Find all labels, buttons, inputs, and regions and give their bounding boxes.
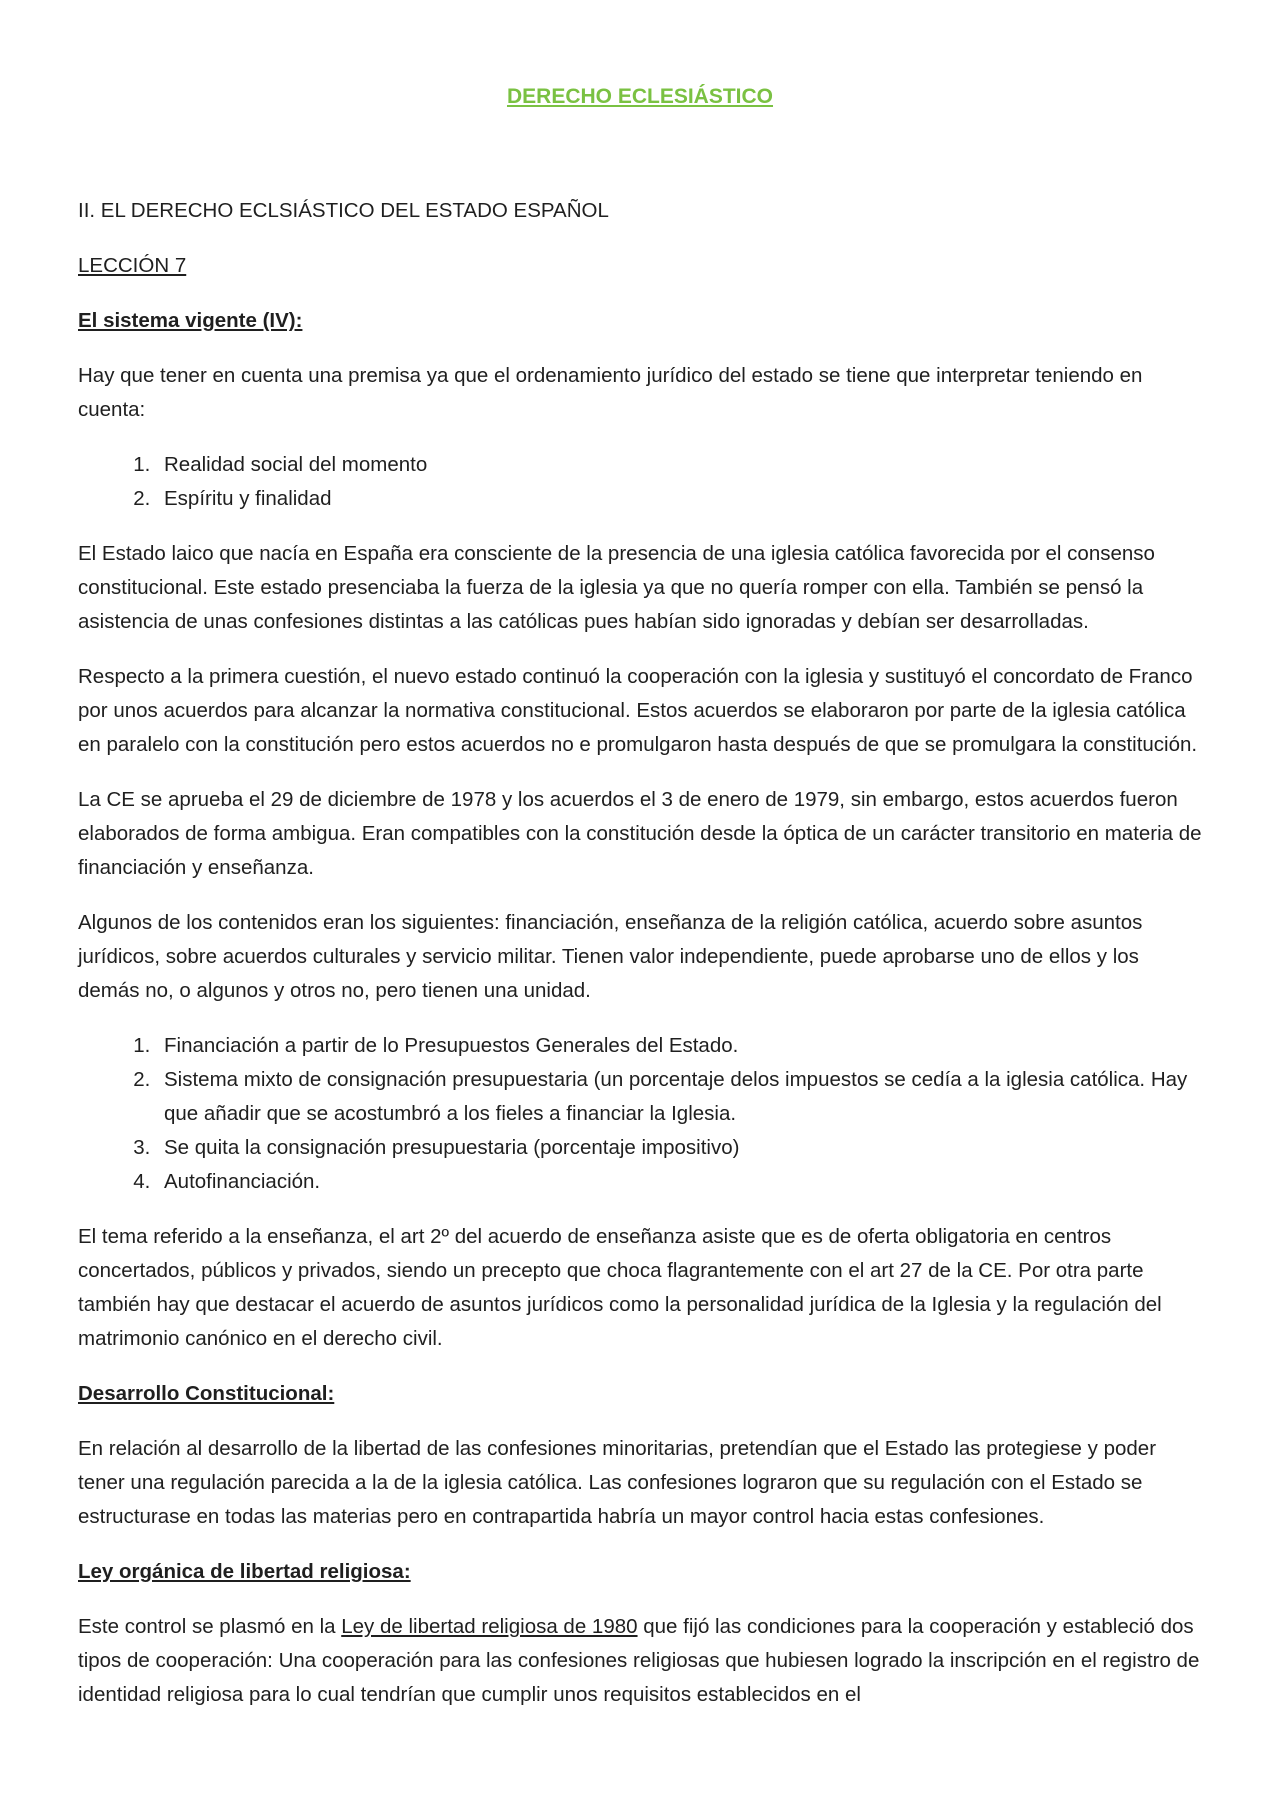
- list-item: 3. Se quita la consignación presupuestaria (porcentaje impositivo): [156, 1131, 1202, 1165]
- section-heading: II. EL DERECHO ECLSIÁSTICO DEL ESTADO ESPAÑOL: [78, 199, 609, 222]
- list-item: 4. Autofinanciación.: [156, 1165, 1202, 1199]
- lesson-heading: LECCIÓN 7: [78, 254, 187, 277]
- paragraph-8-text-before: Este control se plasmó en la: [78, 1615, 342, 1638]
- document-title: DERECHO ECLESIÁSTICO: [506, 85, 774, 108]
- paragraph-4: La CE se aprueba el 29 de diciembre de 1978 y los acuerdos el 3 de enero de 1979, sin embargo, estos acuerdos fueron elaborados de forma ambigua. Eran compatibles con la constitución desde la óptica de un carácter transitorio en materia de financiación y enseñanza.: [78, 788, 1202, 879]
- list-item: 1. Realidad social del momento: [156, 448, 1202, 482]
- paragraph-1: Hay que tener en cuenta una premisa ya que el ordenamiento jurídico del estado se tiene que interpretar teniendo en cuenta:: [78, 364, 1143, 421]
- paragraph-8: [78, 1610, 1202, 1712]
- paragraph-7: En relación al desarrollo de la libertad de las confesiones minoritarias, pretendían que el Estado las protegiese y poder tener una regulación parecida a la de la iglesia católica. Las confesiones lograron que su regulación con el Estado se estructurase en todas las materias pero en contrapartida habría un mayor control hacia estas confesiones.: [78, 1437, 1157, 1528]
- paragraph-2: El Estado laico que nacía en España era consciente de la presencia de una iglesia católica favorecida por el consenso constitucional. Este estado presenciaba la fuerza de la iglesia ya que no quería romper con ella. También se pensó la asistencia de unas confesiones distintas a las católicas pues habían sido ignoradas y debían ser desarrolladas.: [78, 542, 1155, 633]
- subheading-ley-organica: Ley orgánica de libertad religiosa:: [78, 1560, 411, 1583]
- list-item: 2. Sistema mixto de consignación presupuestaria (un porcentaje delos impuestos se cedía a la iglesia católica. Hay que añadir que se acostumbró a los fieles a financiar la Iglesia.: [156, 1063, 1202, 1131]
- list-item: 1. Financiación a partir de lo Presupuestos Generales del Estado.: [156, 1029, 1202, 1063]
- numbered-list-1: [78, 448, 1202, 516]
- paragraph-3: Respecto a la primera cuestión, el nuevo estado continuó la cooperación con la iglesia y sustituyó el concordato de Franco por unos acuerdos para alcanzar la normativa constitucional. Estos acuerdos se elaboraron por parte de la iglesia católica en paralelo con la constitución pero estos acuerdos no e promulgaron hasta después de que se promulgara la constitución.: [78, 665, 1198, 756]
- law-reference-link: Ley de libertad religiosa de 1980: [341, 1615, 638, 1638]
- paragraph-6: El tema referido a la enseñanza, el art 2º del acuerdo de enseñanza asiste que es de oferta obligatoria en centros concertados, públicos y privados, siendo un precepto que choca flagrantemente con el art 27 de la CE. Por otra parte también hay que destacar el acuerdo de asuntos jurídicos como la personalidad jurídica de la Iglesia y la regulación del matrimonio canónico en el derecho civil.: [78, 1225, 1162, 1350]
- subheading-sistema-vigente: El sistema vigente (IV):: [78, 309, 303, 332]
- list-item: 2. Espíritu y finalidad: [156, 482, 1202, 516]
- numbered-list-2: [78, 1029, 1202, 1199]
- paragraph-8-text-after: que fijó las condiciones para la cooperación y estableció dos tipos de cooperación: Una cooperación para las confesiones religiosas que hubiesen logrado la inscripción en el registro de identidad religiosa para lo cual tendrían que cumplir unos requisitos establecidos en el: [78, 1615, 1200, 1706]
- subheading-desarrollo-constitucional: Desarrollo Constitucional:: [78, 1382, 335, 1405]
- paragraph-5: Algunos de los contenidos eran los siguientes: financiación, enseñanza de la religión católica, acuerdo sobre asuntos jurídicos, sobre acuerdos culturales y servicio militar. Tienen valor independiente, puede aprobarse uno de ellos y los demás no, o algunos y otros no, pero tienen una unidad.: [78, 911, 1143, 1002]
